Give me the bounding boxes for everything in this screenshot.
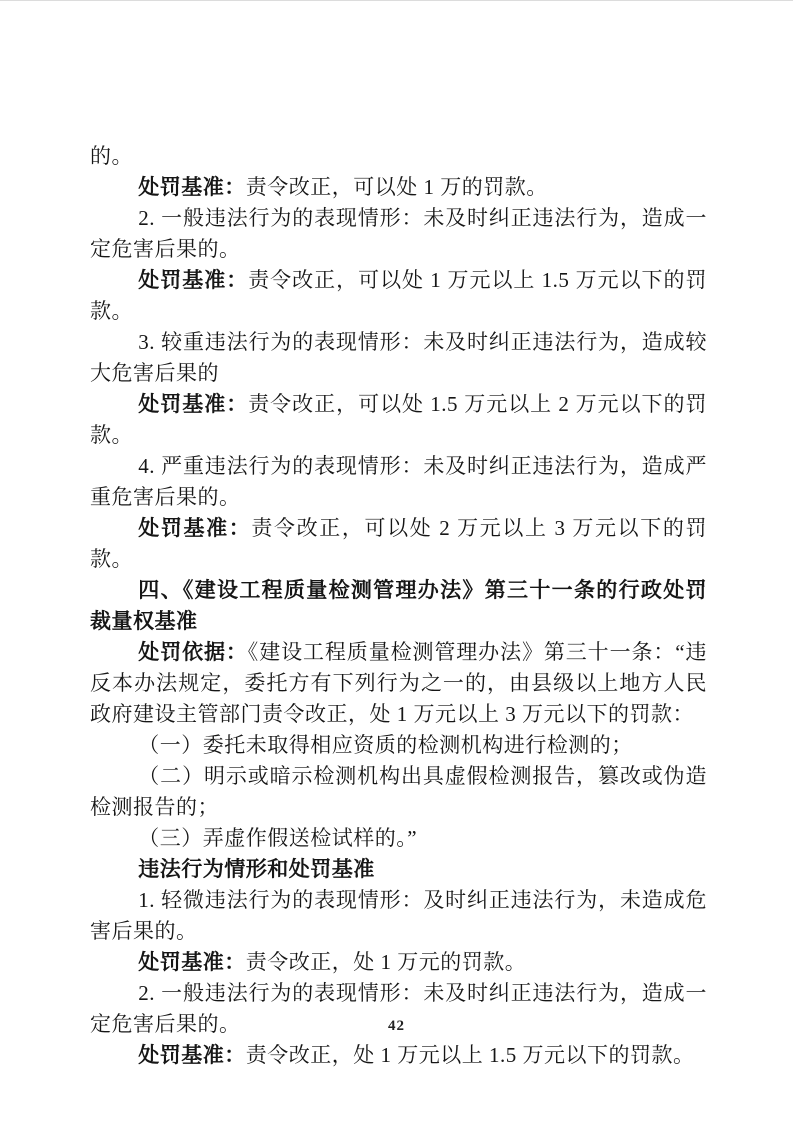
paragraph <box>90 513 707 575</box>
paragraph <box>90 265 707 327</box>
paragraph <box>90 761 707 823</box>
text-run: 责令改正，可以处 2 万元以上 3 万元以下的罚款。 <box>90 516 708 571</box>
text-run: 4. 严重违法行为的表现情形：未及时纠正违法行为，造成严重危害后果的。 <box>90 454 707 509</box>
paragraph <box>90 389 707 451</box>
text-run: 责令改正，可以处 1.5 万元以上 2 万元以下的罚款。 <box>90 392 708 447</box>
page-number: 42 <box>388 1018 405 1034</box>
paragraph <box>90 203 707 265</box>
bold-text-run: 四、《建设工程质量检测管理办法》第三十一条的行政处罚裁量权基准 <box>90 578 707 633</box>
heading-paragraph <box>90 575 707 637</box>
text-run: 3. 较重违法行为的表现情形：未及时纠正违法行为，造成较大危害后果的 <box>90 330 707 385</box>
paragraph <box>90 141 707 172</box>
text-run: （三）弄虚作假送检试样的。” <box>138 826 418 850</box>
bold-text-run: 处罚基准： <box>138 175 246 199</box>
paragraph <box>90 451 707 513</box>
text-run: 的。 <box>90 144 133 168</box>
text-run: （一）委托未取得相应资质的检测机构进行检测的； <box>138 733 633 757</box>
paragraph <box>90 823 707 854</box>
text-run: 1. 轻微违法行为的表现情形：及时纠正违法行为，未造成危害后果的。 <box>90 888 707 943</box>
text-run: 责令改正，处 1 万元以上 1.5 万元以下的罚款。 <box>245 1043 695 1067</box>
heading-paragraph <box>90 854 707 885</box>
bold-text-run: 处罚基准： <box>138 392 249 416</box>
text-run: 责令改正，可以处 1 万的罚款。 <box>245 175 548 199</box>
paragraph <box>90 327 707 389</box>
bold-text-run: 处罚基准： <box>138 1043 246 1067</box>
bold-text-run: 违法行为情形和处罚基准 <box>138 857 375 881</box>
paragraph <box>90 885 707 947</box>
paragraph <box>90 947 707 978</box>
paragraph <box>90 172 707 203</box>
text-run: 责令改正，可以处 1 万元以上 1.5 万元以下的罚款。 <box>90 268 708 323</box>
bold-text-run: 处罚基准： <box>138 516 252 540</box>
page-footer <box>0 1017 793 1035</box>
text-run: 《建设工程质量检测管理办法》第三十一条：“违反本办法规定，委托方有下列行为之一的，由县级以上地方人民政府建设主管部门责令改正，处 1 万元以上 3 万元以下的罚款： <box>90 640 707 726</box>
bold-text-run: 处罚基准： <box>138 950 246 974</box>
bold-text-run: 处罚基准： <box>138 268 249 292</box>
paragraph <box>90 1040 707 1071</box>
bold-text-run: 处罚依据： <box>138 640 248 664</box>
paragraph <box>90 730 707 761</box>
paragraph <box>90 637 707 730</box>
text-body <box>90 141 707 1071</box>
text-run: 责令改正，处 1 万元的罚款。 <box>245 950 527 974</box>
text-run: 2. 一般违法行为的表现情形：未及时纠正违法行为，造成一定危害后果的。 <box>90 206 707 261</box>
text-run: 2. 一般违法行为的表现情形：未及时纠正违法行为，造成一定危害后果的。 <box>90 981 707 1036</box>
text-run: （二）明示或暗示检测机构出具虚假检测报告，篡改或伪造检测报告的； <box>90 764 707 819</box>
